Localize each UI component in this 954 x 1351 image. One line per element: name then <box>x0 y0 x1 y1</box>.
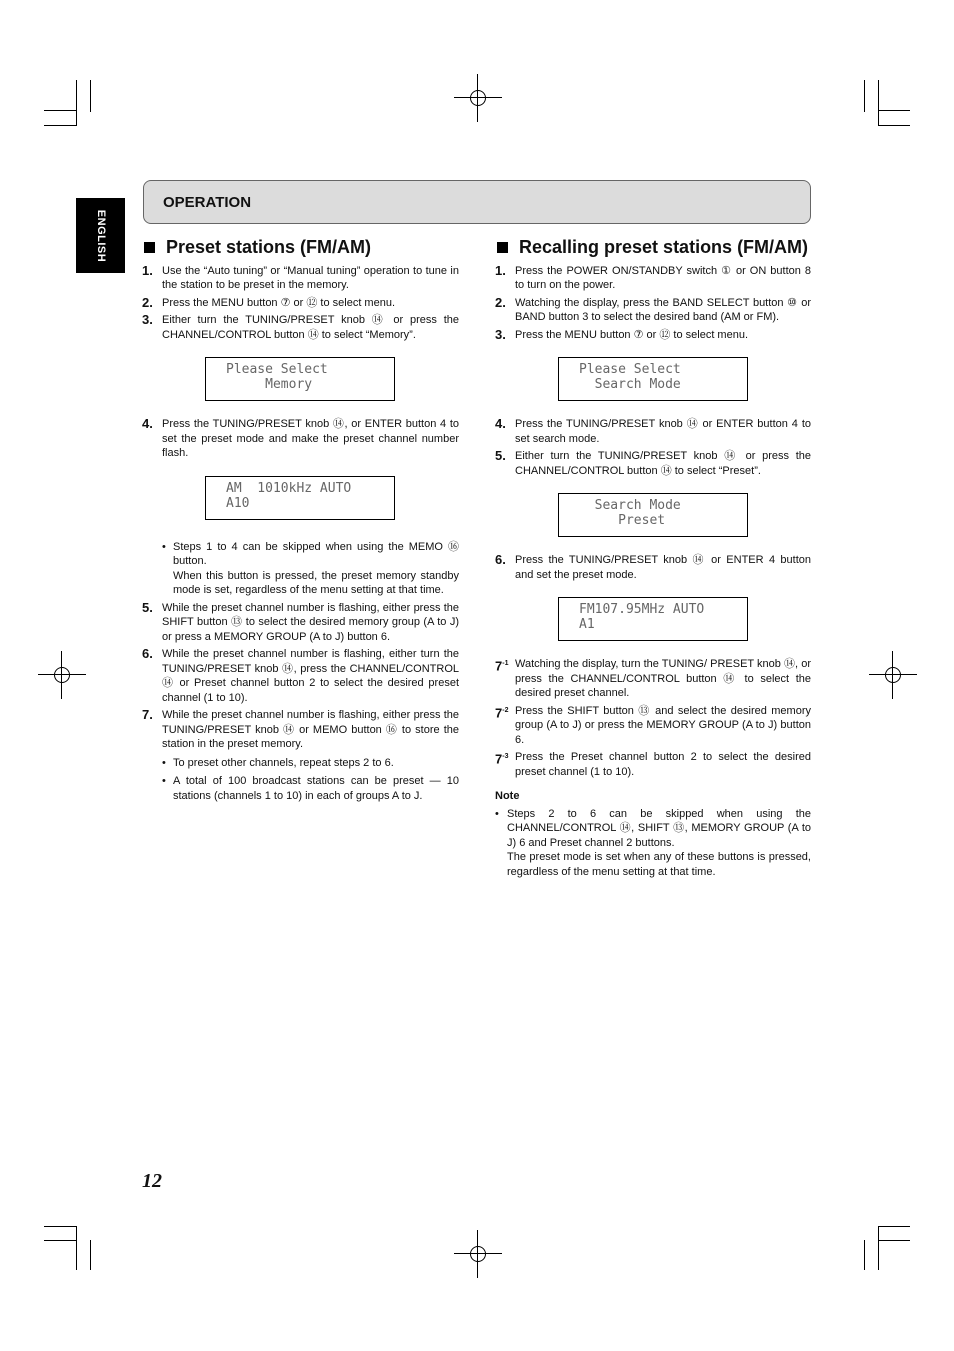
crop-mark <box>90 80 91 112</box>
lcd-display-wrap <box>142 464 459 536</box>
step-item: $7^{-3}$ Press the Preset channel button 2 to select the desired preset channel (1 to 10). <box>495 751 811 778</box>
note-title: Note <box>495 790 520 802</box>
bullet-item: • Steps 1 to 4 can be skipped when using the MEMO ⑯ button. When this button is pressed, the preset memory standby mode is set, regardless of the menu setting at that time. <box>162 540 459 596</box>
square-bullet-icon <box>144 242 155 253</box>
lcd-display: Please Select Search Mode <box>558 357 748 401</box>
step-text: Press the SHIFT button ⑬ and select the desired memory group (A to J) or press the MEMORY GROUP (A to J) button 6. <box>515 704 811 746</box>
step-item: 2. Press the MENU button ⑦ or ⑫ to select menu. <box>142 296 459 311</box>
section-label: OPERATION <box>163 194 252 211</box>
language-tab <box>76 198 125 273</box>
lcd-display: AM 1010kHz AUTO A10 <box>205 476 395 520</box>
step-text: While the preset channel number is flashing, either press the SHIFT button ⑬ to select the desired memory group (A to J) or press a MEMORY GROUP (A to J) button 6. <box>162 601 459 643</box>
right-column <box>495 237 811 879</box>
bullet-item: • To preset other channels, repeat steps 2 to 6. <box>162 756 394 769</box>
step-item: 3. Either turn the TUNING/PRESET knob ⑭ or press the CHANNEL/CONTROL button ⑭ to select “Memory”. <box>142 312 459 341</box>
step-text: Press the TUNING/PRESET knob ⑭ or ENTER button 4 to set search mode. <box>515 418 811 445</box>
step-text: Use the “Auto tuning” or “Manual tuning” operation to tune in the station to be preset in the memory. <box>162 264 459 291</box>
section-header-bar <box>143 180 811 224</box>
section-heading: Preset stations (FM/AM) <box>142 240 459 255</box>
crop-mark <box>44 110 76 111</box>
crop-mark <box>878 125 910 126</box>
crop-mark <box>44 1226 76 1227</box>
step-text: Watching the display, press the BAND SELECT button ⑩ or BAND button 3 to select the desired band (AM or FM). <box>515 296 811 323</box>
registration-mark-icon <box>464 1240 492 1268</box>
step-text: Watching the display, turn the TUNING/ PRESET knob ⑭, or press the CHANNEL/CONTROL button ⑭ to select the desired preset channel. <box>515 658 811 699</box>
registration-mark-icon <box>464 84 492 112</box>
step-item: 6. While the preset channel number is flashing, either turn the TUNING/PRESET knob ⑭, press the CHANNEL/CONTROL ⑭ or Preset channel button 2 to select the desired preset channel (1 to 10). <box>142 646 459 704</box>
step-item: 4. Press the TUNING/PRESET knob ⑭ or ENTER button 4 to set search mode. <box>495 416 811 445</box>
step-item: $7^{-2}$ Press the SHIFT button ⑬ and select the desired memory group (A to J) or press the MEMORY GROUP (A to J) button 6. <box>495 704 811 746</box>
step-text: Press the POWER ON/STANDBY switch ① or ON button 8 to turn on the power. <box>515 264 811 291</box>
registration-mark-icon <box>48 661 76 689</box>
step-text: While the preset channel number is flashing, either turn the TUNING/PRESET knob ⑭, press the CHANNEL/CONTROL ⑭ or Preset channel button 2 to select the desired preset channel (1 to 10). <box>162 648 459 704</box>
crop-mark <box>76 1226 77 1270</box>
crop-mark <box>90 1240 91 1270</box>
lcd-display-wrap <box>495 345 811 417</box>
square-bullet-icon <box>497 242 508 253</box>
step-item: $7^{-1}$ Watching the display, turn the TUNING/ PRESET knob ⑭, or press the CHANNEL/CONTROL button ⑭ to select the desired preset channel. <box>495 658 811 699</box>
page-number: 12 <box>142 1170 162 1192</box>
step-item: 2. Watching the display, press the BAND SELECT button ⑩ or BAND button 3 to select the desired band (AM or FM). <box>495 294 811 323</box>
bullet-item: • A total of 100 broadcast stations can be preset — 10 stations (channels 1 to 10) in each of groups A to J. <box>162 775 459 802</box>
lcd-display-wrap <box>495 481 811 553</box>
crop-mark <box>864 1240 865 1270</box>
lcd-display: FM107.95MHz AUTO A1 <box>558 597 748 641</box>
step-text: Press the MENU button ⑦ or ⑫ to select menu. <box>162 296 396 309</box>
step-text: Press the Preset channel button 2 to select the desired preset channel (1 to 10). <box>515 751 811 778</box>
step-item: 4. Press the TUNING/PRESET knob ⑭, or ENTER button 4 to set the preset mode and make the preset channel number flash. <box>142 416 459 459</box>
left-column <box>142 237 459 806</box>
step-item: 1. Use the “Auto tuning” or “Manual tuning” operation to tune in the station to be preset in the memory. <box>142 262 459 291</box>
crop-mark <box>44 125 76 126</box>
crop-mark <box>878 80 879 126</box>
step-item: 1. Press the POWER ON/STANDBY switch ① or ON button 8 to turn on the power. <box>495 262 811 291</box>
language-label: ENGLISH <box>94 209 107 262</box>
lcd-display: Search Mode Preset <box>558 493 748 537</box>
crop-mark <box>878 1240 910 1241</box>
step-item: 5. While the preset channel number is flashing, either press the SHIFT button ⑬ to select the desired memory group (A to J) or press a MEMORY GROUP (A to J) button 6. <box>142 599 459 643</box>
note-item: • Steps 2 to 6 can be skipped when using the CHANNEL/CONTROL ⑭, SHIFT ⑬, MEMORY GROUP (A to J) 6 and Preset channel 2 buttons. The preset mode is set when any of these buttons is pressed, regardless of the menu setting at that time. <box>495 807 811 878</box>
lcd-display: Please Select Memory <box>205 357 395 401</box>
step-text: Either turn the TUNING/PRESET knob ⑭ or press the CHANNEL/CONTROL button ⑭ to select “Preset”. <box>515 450 811 477</box>
step-item: 7. While the preset channel number is flashing, either press the TUNING/PRESET knob ⑭ or MEMO button ⑯ to store the station in the preset memory. <box>142 707 459 750</box>
step-text: Press the TUNING/PRESET knob ⑭, or ENTER button 4 to set the preset mode and make the preset channel number flash. <box>162 418 459 459</box>
crop-mark <box>76 80 77 126</box>
lcd-display-wrap <box>495 585 811 657</box>
step-text: Press the TUNING/PRESET knob ⑭ or ENTER 4 button and set the preset mode. <box>515 554 811 581</box>
step-text: While the preset channel number is flashing, either press the TUNING/PRESET knob ⑭ or MEMO button ⑯ to store the station in the preset memory. <box>162 709 459 750</box>
crop-mark <box>878 1226 910 1227</box>
step-item: 5. Either turn the TUNING/PRESET knob ⑭ or press the CHANNEL/CONTROL button ⑭ to select “Preset”. <box>495 448 811 477</box>
crop-mark <box>44 1240 76 1241</box>
section-heading: Recalling preset stations (FM/AM) <box>495 240 811 255</box>
crop-mark <box>878 1226 879 1270</box>
step-item: 3. Press the MENU button ⑦ or ⑫ to select menu. <box>495 328 811 343</box>
step-text: Either turn the TUNING/PRESET knob ⑭ or press the CHANNEL/CONTROL button ⑭ to select “Memory”. <box>162 314 459 341</box>
crop-mark <box>878 110 910 111</box>
step-item: 6. Press the TUNING/PRESET knob ⑭ or ENTER 4 button and set the preset mode. <box>495 552 811 581</box>
registration-mark-icon <box>879 661 907 689</box>
crop-mark <box>864 80 865 112</box>
step-text: Press the MENU button ⑦ or ⑫ to select menu. <box>515 328 749 341</box>
lcd-display-wrap <box>142 345 459 417</box>
